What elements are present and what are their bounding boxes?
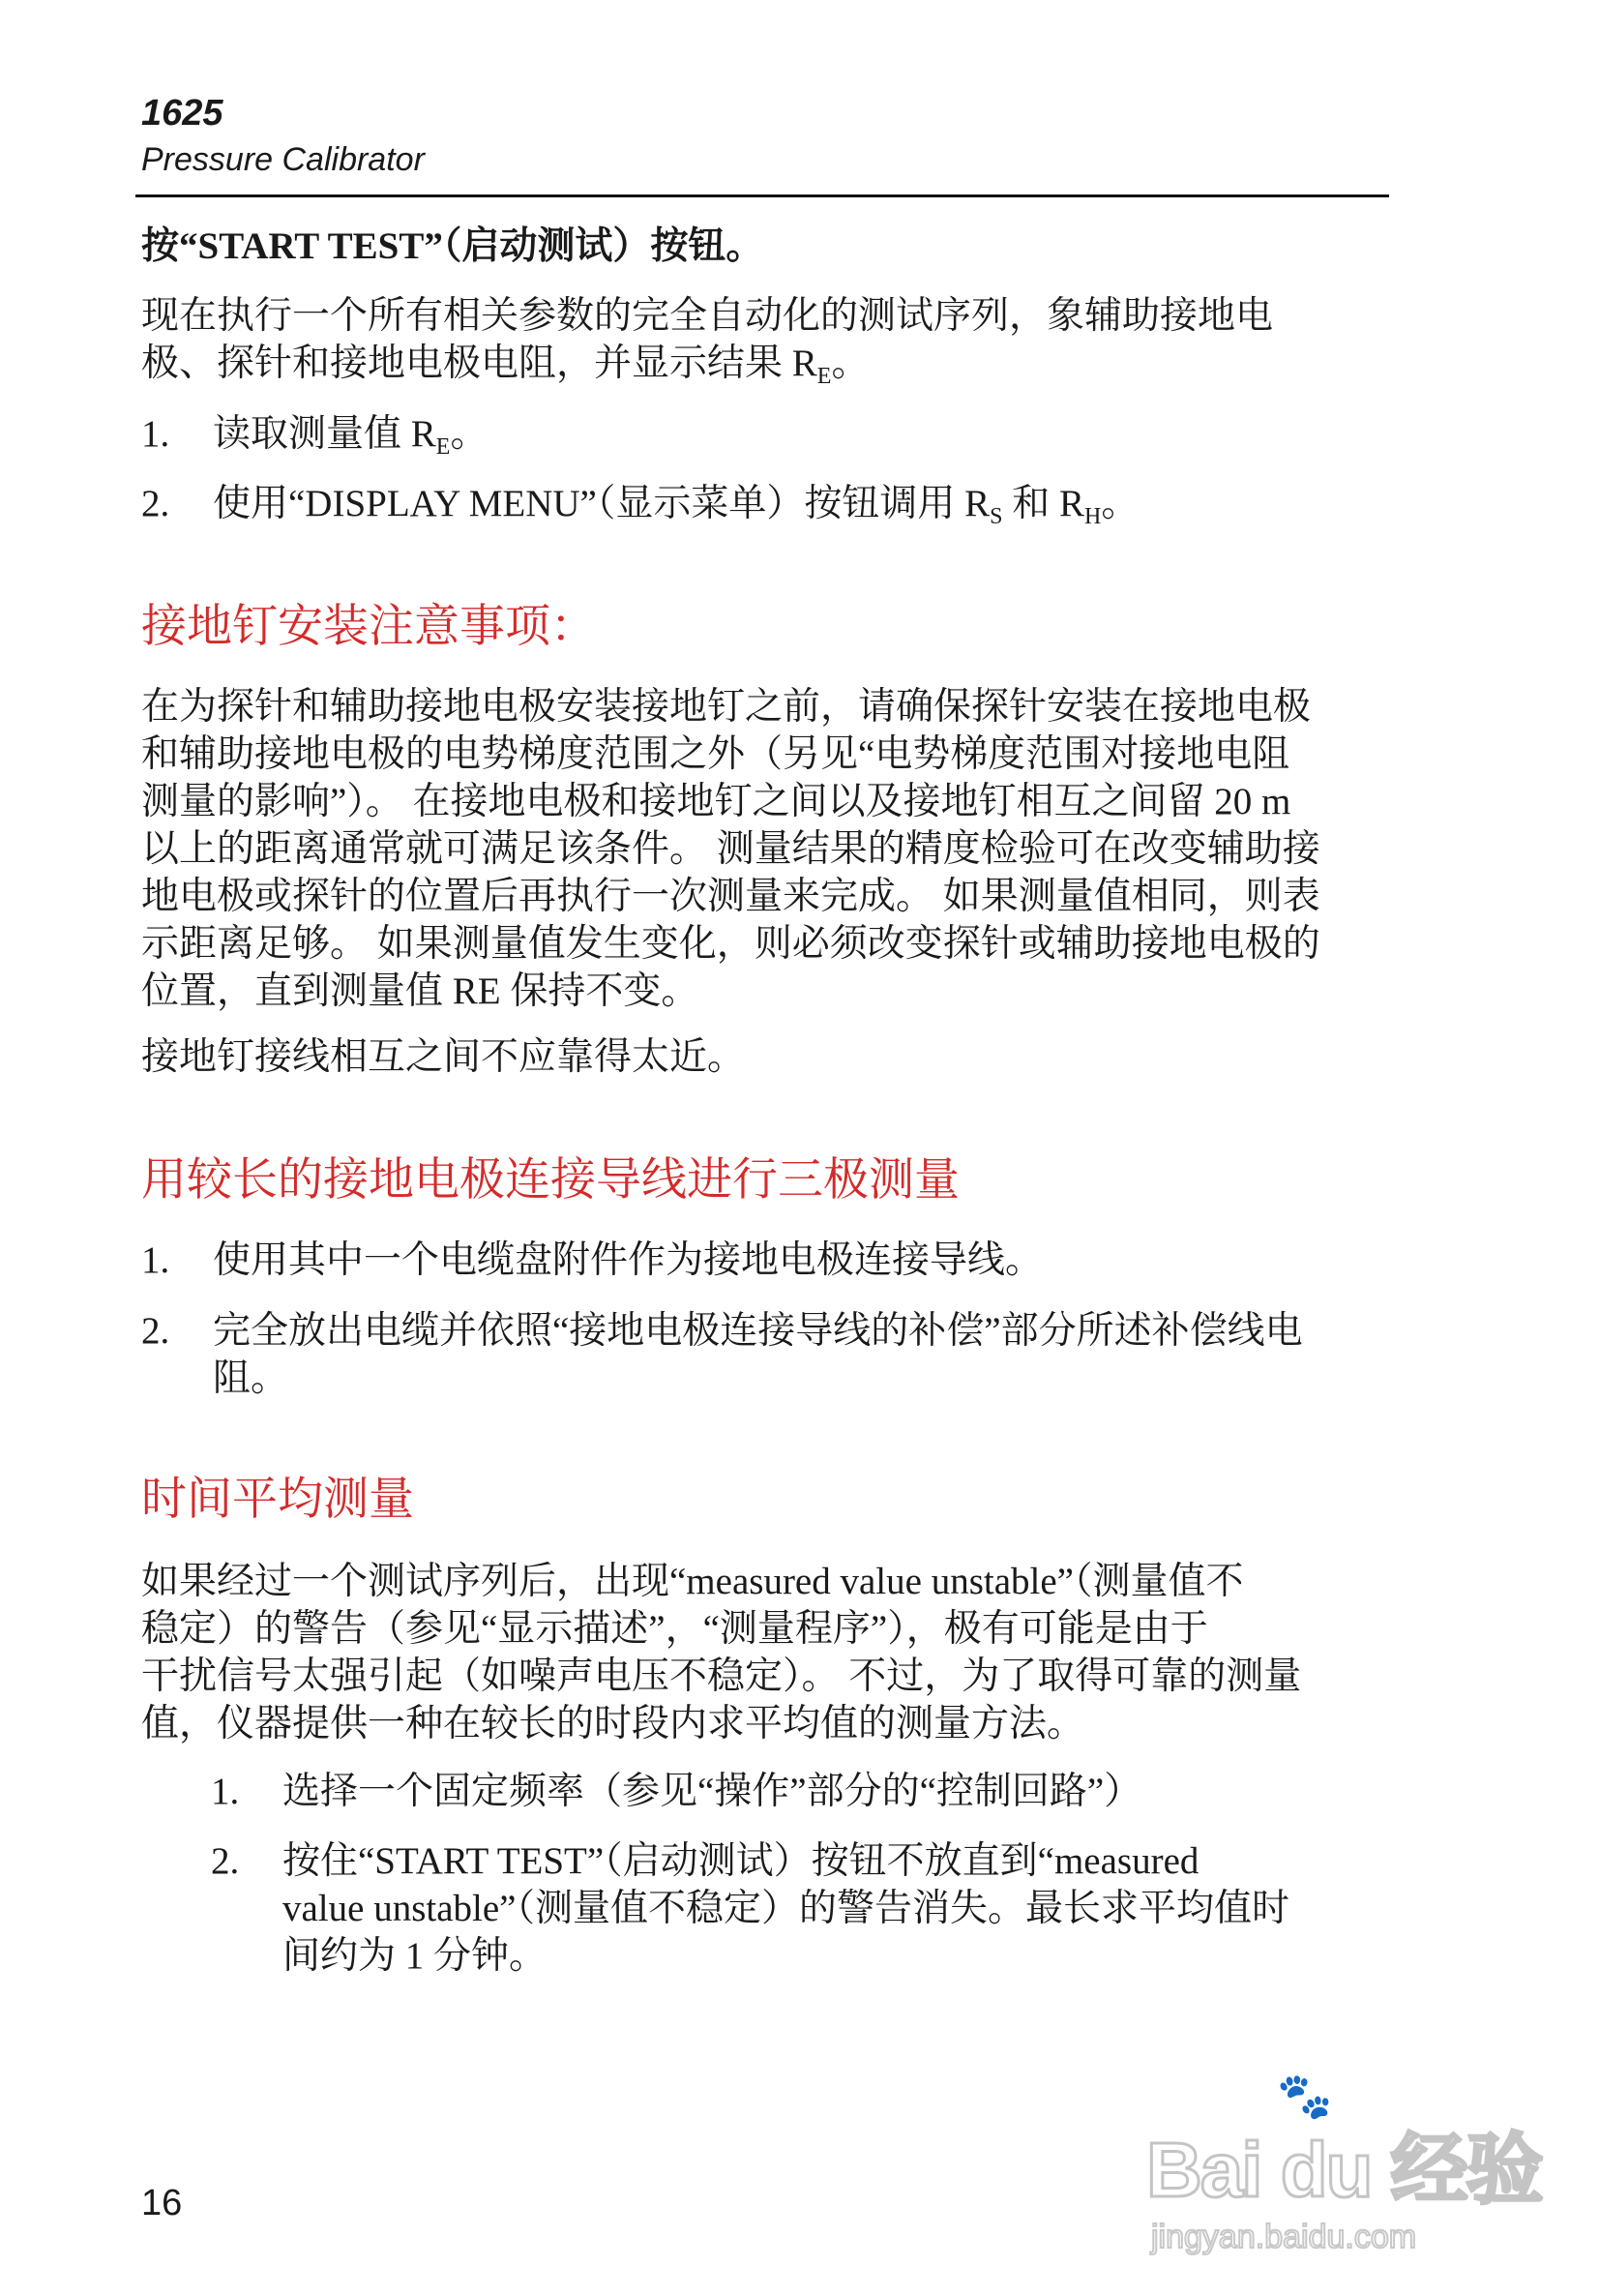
text-line: [141, 1700, 1301, 1747]
text-run: 位置，直到测量值 RE 保持不变。: [141, 970, 699, 1012]
text-line: [141, 968, 1320, 1015]
baidu-jingyan-watermark: [1146, 2071, 1553, 2264]
step-text: [213, 410, 488, 458]
header-product: Pressure Calibrator: [141, 141, 425, 178]
text-line: [213, 480, 1139, 527]
text-line: [141, 683, 1320, 731]
step-number: 2.: [141, 1310, 170, 1352]
text-run: value unstable”（测量值不稳定）的警告消失。最长求平均值时: [282, 1888, 1289, 1929]
watermark-logo: Bai du 经验: [1146, 2127, 1542, 2213]
text-run: 按住“START TEST”（启动测试）按钮不放直到“measured: [282, 1840, 1199, 1882]
text-run: 间约为 1 分钟。: [282, 1935, 548, 1977]
text-line: [141, 778, 1320, 825]
text-run: 使用“DISPLAY MENU”（显示菜单）按钮调用 R: [213, 483, 991, 524]
page-number: 16: [141, 2183, 183, 2223]
ground-stake-paragraph: [141, 683, 1320, 1015]
step-text: [213, 1307, 1303, 1402]
step-text: [282, 1837, 1289, 1980]
text-run: 阻。: [213, 1357, 289, 1399]
text-line: [141, 731, 1320, 778]
text-line: [141, 825, 1320, 873]
ground-stake-note: [141, 1033, 745, 1081]
text-run: 完全放出电缆并依照“接地电极连接导线的补偿”部分所述补偿线电: [213, 1310, 1303, 1352]
time-average-paragraph: [141, 1558, 1301, 1747]
start-test-instruction: [141, 223, 763, 270]
text-run: 和 R: [1002, 483, 1084, 524]
text-run: 读取测量值 R: [213, 413, 436, 455]
text-line: [282, 1932, 1289, 1980]
section-heading-time-average: 时间平均测量: [141, 1475, 414, 1525]
text-line: [141, 873, 1320, 920]
text-run: 稳定）的警告（参见“显示描述”，“测量程序”），极有可能是由于: [141, 1608, 1208, 1650]
step-number: 2.: [141, 483, 170, 524]
text-run: 如果经过一个测试序列后，出现“measured value unstable”（测量值不: [141, 1561, 1244, 1602]
step-number: 1.: [141, 1239, 170, 1281]
text-line: [141, 1653, 1301, 1700]
text-line: [282, 1885, 1289, 1932]
text-line: [213, 410, 488, 458]
text-run: 。: [450, 413, 489, 455]
text-line: [213, 1355, 1303, 1402]
step-number: 1.: [141, 413, 170, 455]
text-run: 和辅助接地电极的电势梯度范围之外（另见“电势梯度范围对接地电阻: [141, 733, 1290, 775]
text-run: 现在执行一个所有相关参数的完全自动化的测试序列，象辅助接地电: [141, 295, 1274, 337]
text-line: [141, 920, 1320, 968]
text-line: [141, 1605, 1301, 1653]
text-line: [141, 1033, 745, 1081]
text-line: [141, 1558, 1301, 1605]
text-run: 使用其中一个电缆盘附件作为接地电极连接导线。: [213, 1239, 1044, 1281]
step-number: 2.: [211, 1840, 240, 1882]
section-heading-ground-stake: 接地钉安装注意事项：: [141, 602, 596, 652]
subscript: E: [435, 434, 451, 460]
step-number: 1.: [211, 1771, 240, 1812]
text-line: [282, 1837, 1289, 1885]
text-run: 极、探针和接地电极电阻，并显示结果 R: [141, 343, 817, 384]
header-rule: [135, 194, 1389, 197]
text-line: [213, 1307, 1303, 1355]
text-line: [141, 292, 1273, 340]
text-run: 以上的距离通常就可满足该条件。 测量结果的精度检验可在改变辅助接: [141, 828, 1320, 870]
watermark-url: jingyan.baidu.com: [1151, 2219, 1417, 2255]
subscript: S: [990, 504, 1003, 529]
text-run: 接地钉接线相互之间不应靠得太近。: [141, 1036, 746, 1078]
subscript: E: [816, 364, 832, 389]
text-run: 示距离足够。 如果测量值发生变化，则必须改变探针或辅助接地电极的: [141, 923, 1320, 965]
step-text: [213, 1237, 1043, 1284]
step-text: [282, 1768, 1141, 1815]
text-run: 。: [1101, 483, 1140, 524]
intro-paragraph: [141, 292, 1273, 387]
text-run: 干扰信号太强引起（如噪声电压不稳定）。 不过，为了取得可靠的测量: [141, 1655, 1302, 1697]
subscript: H: [1084, 504, 1102, 529]
text-line: 按“START TEST”（启动测试）按钮。: [141, 225, 764, 267]
text-run: 选择一个固定频率（参见“操作”部分的“控制回路”）: [282, 1771, 1142, 1812]
text-line: [213, 1237, 1043, 1284]
text-line: [282, 1768, 1141, 1815]
text-run: 地电极或探针的位置后再执行一次测量来完成。 如果测量值相同，则表: [141, 876, 1320, 917]
section-heading-three-pole: 用较长的接地电极连接导线进行三极测量: [141, 1155, 960, 1206]
text-line: [141, 340, 1273, 387]
text-run: 。: [831, 343, 870, 384]
paw-icon: 🐾: [1277, 2072, 1333, 2121]
text-run: 在为探针和辅助接地电极安装接地钉之前，请确保探针安装在接地电极: [141, 686, 1312, 728]
step-text: [213, 480, 1139, 527]
text-run: 测量的影响”）。 在接地电极和接地钉之间以及接地钉相互之间留 20 m: [141, 781, 1291, 822]
header-model: 1625: [141, 93, 223, 134]
text-run: 值，仪器提供一种在较长的时段内求平均值的测量方法。: [141, 1703, 1085, 1744]
